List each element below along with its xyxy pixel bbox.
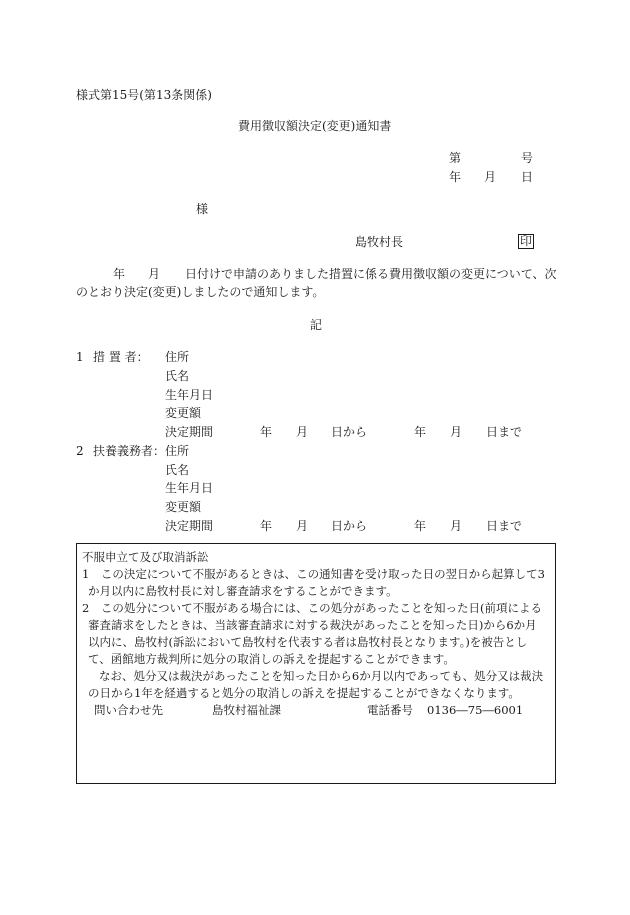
field-birthdate: 生年月日 — [165, 481, 214, 495]
period-from-year: 年 — [260, 519, 273, 533]
section-heading: 措 置 者： — [93, 350, 149, 364]
section-heading: 扶養義務者： — [93, 444, 166, 458]
seal-mark: 印 — [520, 234, 533, 248]
issuer-name: 島牧村長 — [355, 235, 404, 249]
period-to-month: 月 — [450, 519, 463, 533]
section-number: 1 — [76, 350, 84, 364]
notice-title: 不服申立て及び取消訴訟 — [82, 550, 209, 564]
notice-line: 2 この処分について不服がある場合には、この処分があったことを知った日(前項による — [82, 601, 542, 615]
lead-year: 年 — [113, 267, 126, 281]
notice-line: 1 この決定について不服があるときは、この通知書を受け取った日の翌日から起算して3 — [82, 567, 545, 581]
period-from-month: 月 — [296, 425, 309, 439]
field-name: 氏名 — [165, 369, 190, 383]
contact-department: 島牧村福祉課 — [212, 703, 281, 717]
period-from-day: 日から — [331, 425, 368, 439]
notice-line: の日から1年を経過すると処分の取消しの訴えを提起することができなくなります。 — [88, 686, 520, 700]
notice-line: 以内に、島牧村(訴訟において島牧村を代表する者は島牧村長となります。)を被告とし — [88, 635, 528, 649]
date-day: 日 — [521, 170, 534, 184]
notice-line: 審査請求をしたときは、当該審査請求に対する裁決があったことを知った日)から6か月 — [88, 618, 537, 632]
field-birthdate: 生年月日 — [165, 388, 214, 402]
form-number: 様式第15号(第13条関係) — [76, 88, 212, 102]
period-to-day: 日まで — [486, 519, 523, 533]
period-to-year: 年 — [414, 519, 427, 533]
period-to-year: 年 — [414, 425, 427, 439]
doc-number-prefix: 第 — [449, 151, 462, 165]
field-decision-period: 決定期間 — [165, 519, 214, 533]
notice-line: か月以内に島牧村長に対し審査請求をすることができます。 — [88, 584, 398, 598]
notice-line: なお、処分又は裁決があったことを知った日から6か月以内であっても、処分又は裁決 — [99, 669, 544, 683]
section-number: 2 — [76, 444, 84, 458]
field-name: 氏名 — [165, 463, 190, 477]
date-month: 月 — [484, 170, 497, 184]
period-from-year: 年 — [260, 425, 273, 439]
ki-heading: 記 — [310, 318, 323, 332]
field-change-amount: 変更額 — [165, 500, 202, 514]
lead-text-line1: 日付けで申請のありました措置に係る費用徴収額の変更について、次 — [185, 267, 557, 281]
field-address: 住所 — [165, 444, 190, 458]
period-from-day: 日から — [331, 519, 368, 533]
notice-line: て、函館地方裁判所に処分の取消しの訴えを提起することができます。 — [88, 652, 455, 666]
doc-number-suffix: 号 — [521, 151, 534, 165]
period-to-month: 月 — [450, 425, 463, 439]
phone-number: 0136―75―6001 — [427, 703, 524, 717]
field-change-amount: 変更額 — [165, 406, 202, 420]
phone-label: 電話番号 — [367, 703, 413, 717]
addressee-honorific: 様 — [196, 202, 209, 216]
period-to-day: 日まで — [486, 425, 523, 439]
date-year: 年 — [449, 170, 462, 184]
period-from-month: 月 — [296, 519, 309, 533]
document-title: 費用徴収額決定(変更)通知書 — [238, 119, 392, 133]
contact-label: 問い合わせ先 — [94, 703, 163, 717]
appeal-notice-box — [76, 543, 556, 784]
field-address: 住所 — [165, 350, 190, 364]
lead-text-line2: のとおり決定(変更)しましたので通知します。 — [76, 285, 325, 299]
field-decision-period: 決定期間 — [165, 425, 214, 439]
lead-month: 月 — [148, 267, 161, 281]
